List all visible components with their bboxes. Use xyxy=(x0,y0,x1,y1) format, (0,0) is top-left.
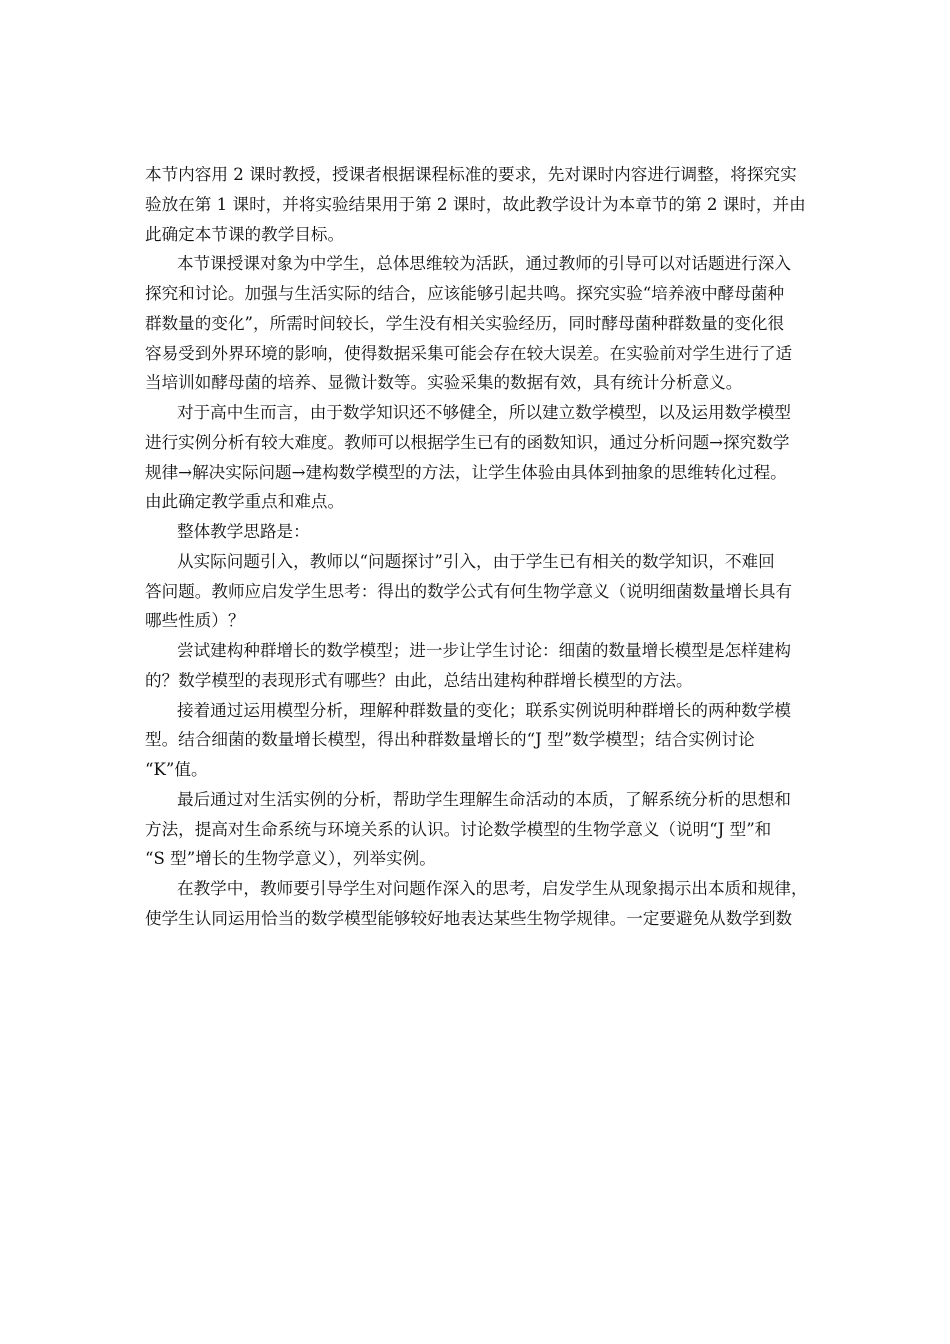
paragraph xyxy=(145,249,815,398)
text-line: 使学生认同运用恰当的数学模型能够较好地表达某些生物学规律。一定要避免从数学到数 xyxy=(145,908,793,928)
text-line: 群数量的变化”，所需时间较长，学生没有相关实验经历，同时酵母菌种群数量的变化很 xyxy=(145,313,785,333)
text-line: 探究和讨论。加强与生活实际的结合，应该能够引起共鸣。探究实验“培养液中酵母菌种 xyxy=(145,284,785,303)
text-line: 答问题。教师应启发学生思考：得出的数学公式有何生物学意义（说明细菌数量增长具有 xyxy=(145,581,793,601)
text-line: 对于高中生而言，由于数学知识还不够健全，所以建立数学模型，以及运用数学模型 xyxy=(177,403,791,422)
paragraph xyxy=(145,547,815,636)
text-line: 容易受到外界环境的影响，使得数据采集可能会存在较大误差。在实验前对学生进行了适 xyxy=(145,343,793,363)
text-line: 规律→解决实际问题→建构数学模型的方法，让学生体验由具体到抽象的思维转化过程。 xyxy=(145,462,787,482)
text-line: 整体教学思路是： xyxy=(177,522,310,541)
paragraph xyxy=(145,874,815,934)
text-line: 型。结合细菌的数量增长模型，得出种群数量增长的“J 型”数学模型；结合实例讨论 xyxy=(145,730,755,750)
text-line: 从实际问题引入，教师以“问题探讨”引入，由于学生已有相关的数学知识，不难回 xyxy=(177,551,775,571)
text-line: 此确定本节课的教学目标。 xyxy=(145,224,345,244)
paragraph xyxy=(145,785,815,874)
paragraph xyxy=(145,696,815,785)
text-line: 接着通过运用模型分析，理解种群数量的变化；联系实例说明种群增长的两种数学模 xyxy=(177,700,791,720)
paragraph xyxy=(145,398,815,517)
text-line: 验放在第 1 课时，并将实验结果用于第 2 课时，故此教学设计为本章节的第 2 课时，并由 xyxy=(145,194,806,214)
paragraph xyxy=(145,160,815,249)
paragraph xyxy=(145,517,815,547)
text-line: “S 型”增长的生物学意义），列举实例。 xyxy=(145,849,436,869)
text-line: 方法，提高对生命系统与环境关系的认识。讨论数学模型的生物学意义（说明“J 型”和 xyxy=(145,819,772,839)
text-line: 在教学中，教师要引导学生对问题作深入的思考，启发学生从现象揭示出本质和规律， xyxy=(177,879,808,898)
text-line: 进行实例分析有较大难度。教师可以根据学生已有的函数知识，通过分析问题→探究数学 xyxy=(145,432,790,452)
text-line: 本节课授课对象为中学生，总体思维较为活跃，通过教师的引导可以对话题进行深入 xyxy=(177,254,791,274)
text-line: 的？数学模型的表现形式有哪些？由此，总结出建构种群增长模型的方法。 xyxy=(145,670,693,690)
paragraph xyxy=(145,636,815,696)
text-line: 哪些性质）？ xyxy=(145,611,245,631)
text-line: 最后通过对生活实例的分析，帮助学生理解生命活动的本质，了解系统分析的思想和 xyxy=(177,789,791,809)
text-line: 尝试建构种群增长的数学模型；进一步让学生讨论：细菌的数量增长模型是怎样建构 xyxy=(177,641,791,660)
text-line: 本节内容用 2 课时教授，授课者根据课程标准的要求，先对课时内容进行调整，将探究实 xyxy=(145,165,797,184)
text-line: “K”值。 xyxy=(145,760,208,779)
text-line: 当培训如酵母菌的培养、显微计数等。实验采集的数据有效，具有统计分析意义。 xyxy=(145,373,743,393)
text-line: 由此确定教学重点和难点。 xyxy=(145,492,345,512)
document-body xyxy=(145,160,815,934)
